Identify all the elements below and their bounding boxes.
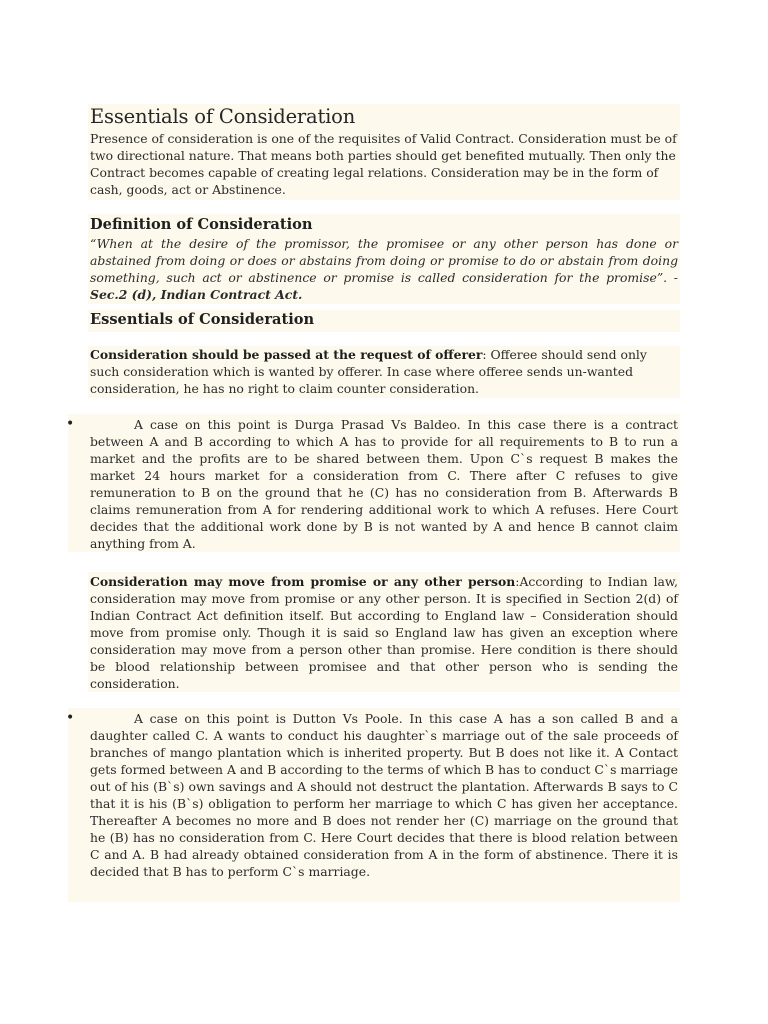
point2-paragraph [90,573,678,692]
case2-text: A case on this point is Dutton Vs Poole. In this case A has a son called B and a daughter called C. A wants to conduct his daughter`s marriage out of the sale proceeds of branches of mango plantation which is inherited property. But B does not like it. A Contact gets formed between A and B according to the terms of which B has to conduct C`s marriage out of his (B`s) own savings and A should not destruct the plantation. Afterwards B says to C that it is his (B`s) obligation to perform her marriage to which C has given her acceptance. Thereafter A becomes no more and B does not render her (C) marriage on the ground that he (B) has no consideration from C. Here Court decides that there is blood relation between C and A. B had already obtained consideration from A in the form of abstinence. There it is decided that B has to perform C`s marriage. [90,711,678,879]
essentials-heading: Essentials of Consideration [90,311,315,328]
bullet-icon: • [66,416,75,432]
page-title: Essentials of Consideration [90,105,356,128]
case1-paragraph [90,416,678,552]
bullet-icon: • [66,710,75,726]
intro-paragraph: Presence of consideration is one of the requisites of Valid Contract. Consideration must be of two directional nature. That means both parties should get benefited mutually. Then only the Contract becomes capable of creating legal relations. Consideration may be in the form of cash, goods, act or Abstinence. [90,131,677,197]
definition-quote-text: “When at the desire of the promissor, the promisee or any other person has done or abstained from doing or does or abstains from doing or promise to do or abstain from doing something, such act or abstinence or promise is called consideration for the promise”. - [90,236,678,285]
case2-paragraph [90,710,678,880]
case1-text: A case on this point is Durga Prasad Vs Baldeo. In this case there is a contract between A and B according to which A has to provide for all requirements to B to run a market and the profits are to be shared between them. Upon C`s request B makes the market 24 hours market for a consideration from C. There after C refuses to give remuneration to B on the ground that he (C) has no consideration from B. Afterwards B claims remuneration from A for rendering additional work to which A refuses. Here Court decides that the additional work done by B is not wanted by A and hence B cannot claim anything from A. [90,417,678,551]
point2-lead: Consideration may move from promise or any other person [90,574,516,589]
definition-heading: Definition of Consideration [90,216,313,233]
point1-paragraph [90,346,678,397]
point1-lead: Consideration should be passed at the request of offerer [90,347,483,362]
definition-quote [90,235,678,303]
definition-source: Sec.2 (d), Indian Contract Act. [90,287,303,302]
point1-text: : Offeree should send only such consideration which is wanted by offerer. In case where offeree sends un-wanted consideration, he has no right to claim counter consideration. [90,347,647,396]
point2-text: :According to Indian law, consideration may move from promise or any other person. It is specified in Section 2(d) of Indian Contract Act definition itself. But according to England law – Consideration should move from promise only. Though it is said so England law has given an exception where consideration may move from a person other than promise. Here condition is there should be blood relationship between promisee and that other person who is sending the consideration. [90,574,678,691]
